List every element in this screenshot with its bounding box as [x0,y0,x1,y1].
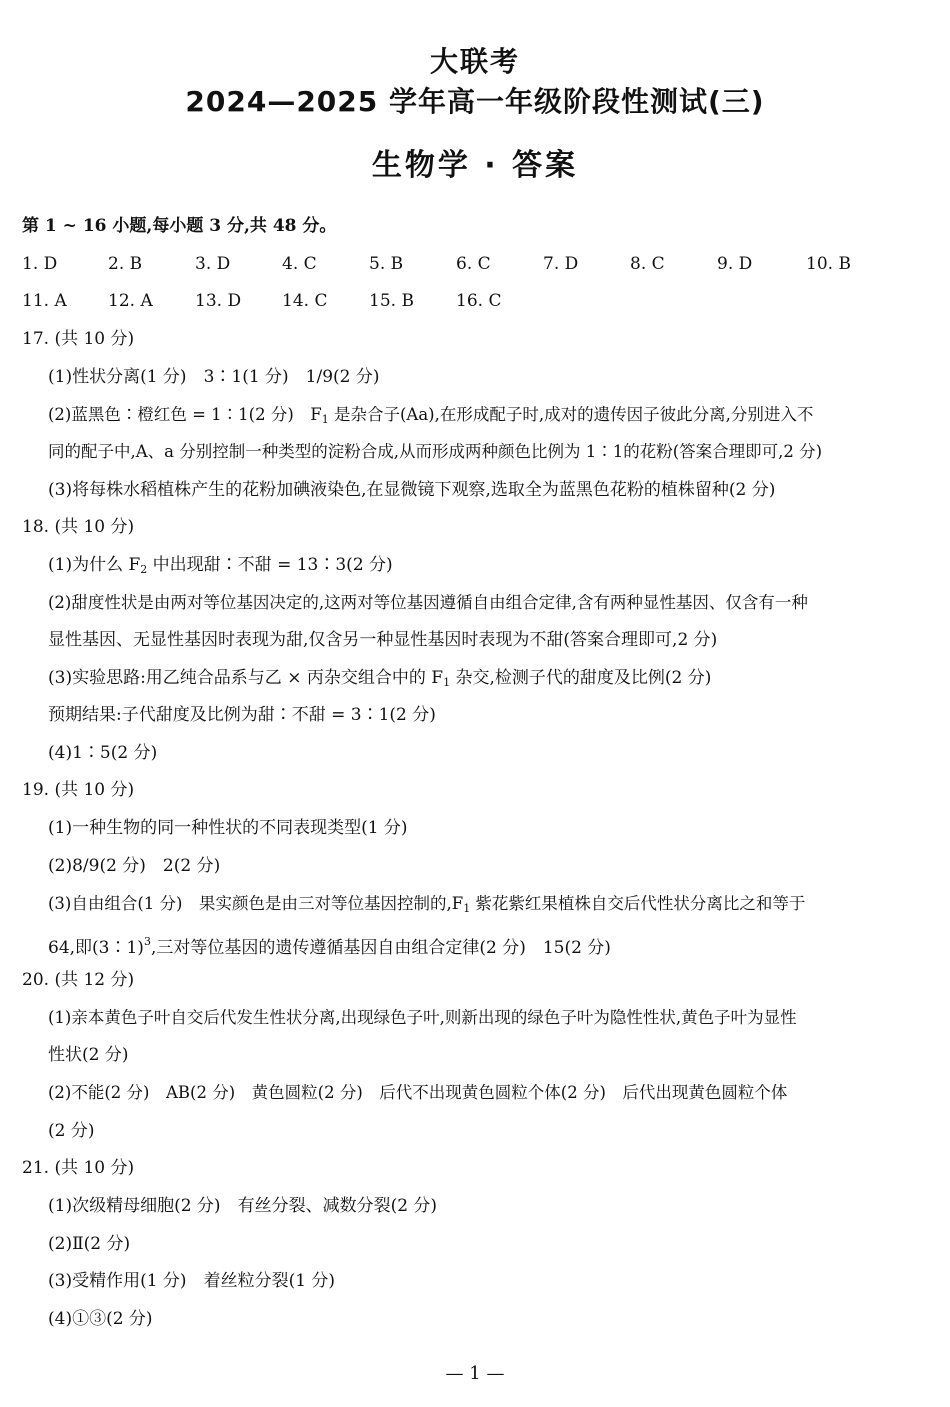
q19-part1: (1)一种生物的同一种性状的不同表现类型(1 分) [48,818,408,838]
q21-heading: 21. (共 10 分) [22,1158,135,1178]
mc-answer: 5. B [369,254,404,274]
header-org: 大联考 [429,45,520,78]
q19-heading: 19. (共 10 分) [22,780,135,800]
q18-part2: (2)甜度性状是由两对等位基因决定的,这两对等位基因遵循自由组合定律,含有两种显性基因、仅含有一种 [48,593,808,612]
q18-part4: (4)1∶5(2 分) [48,743,158,763]
q19-part2: (2)8/9(2 分) 2(2 分) [48,856,221,876]
q20-part1-cont: 性状(2 分) [48,1045,129,1065]
header-exam-title: 2024—2025 学年高一年级阶段性测试(三) [185,85,765,118]
mc-answer: 2. B [108,254,143,274]
q19-part3-cont: 64,即(3∶1)$^3$,三对等位基因的遗传遵循基因自由组合定律(2 分) 15(2 分) [48,935,611,958]
mc-answer: 10. B [806,254,851,274]
q21-part4: (4)①③(2 分) [48,1309,153,1329]
q17-part2-cont: 同的配子中,A、a 分别控制一种类型的淀粉合成,从而形成两种颜色比例为 1∶1的花粉(答案合理即可,2 分) [48,442,823,461]
q18-part3: (3)实验思路:用乙纯合品系与乙 × 丙杂交组合中的 $F_1$ 杂交,检测子代的甜度及比例(2 分) [48,668,712,689]
q17-part3: (3)将每株水稻植株产生的花粉加碘液染色,在显微镜下观察,选取全为蓝黑色花粉的植株留种(2 分) [48,480,776,500]
mc-answer: 16. C [456,291,502,311]
mc-answer: 6. C [456,254,491,274]
mc-answer: 13. D [195,291,242,311]
q21-part3: (3)受精作用(1 分) 着丝粒分裂(1 分) [48,1271,336,1291]
q17-part1: (1)性状分离(1 分) 3∶1(1 分) 1/9(2 分) [48,367,380,387]
q20-part2-cont: (2 分) [48,1121,95,1141]
q17-part2: (2)蓝黑色∶橙红色 = 1∶1(2 分) $F_1$ 是杂合子(Aa),在形成配子时,成对的遗传因子彼此分离,分别进入不 [48,405,814,426]
mc-answer: 12. A [108,291,153,311]
q21-part2: (2)Ⅱ(2 分) [48,1234,131,1254]
mc-answer: 9. D [717,254,753,274]
mc-intro: 第 1 ~ 16 小题,每小题 3 分,共 48 分。 [22,216,337,236]
header-subject: 生物学 · 答案 [371,148,579,183]
q17-heading: 17. (共 10 分) [22,329,135,349]
q20-heading: 20. (共 12 分) [22,970,135,990]
mc-answer: 14. C [282,291,328,311]
q18-expected-result: 预期结果:子代甜度及比例为甜∶不甜 = 3∶1(2 分) [48,705,436,725]
q18-part1: (1)为什么 $F_2$ 中出现甜∶不甜 = 13∶3(2 分) [48,555,393,576]
q20-part2: (2)不能(2 分) AB(2 分) 黄色圆粒(2 分) 后代不出现黄色圆粒个体(2 分) 后代出现黄色圆粒个体 [48,1083,788,1102]
q21-part1: (1)次级精母细胞(2 分) 有丝分裂、减数分裂(2 分) [48,1196,438,1216]
q20-part1: (1)亲本黄色子叶自交后代发生性状分离,出现绿色子叶,则新出现的绿色子叶为隐性性状,黄色子叶为显性 [48,1008,797,1027]
q18-part2-cont: 显性基因、无显性基因时表现为甜,仅含另一种显性基因时表现为不甜(答案合理即可,2 分) [48,630,718,650]
q19-part3: (3)自由组合(1 分) 果实颜色是由三对等位基因控制的$,F_1$ 紫花紫红果植株自交后代性状分离比之和等于 [48,894,806,915]
mc-answer: 1. D [22,254,58,274]
page-number: — 1 — [445,1363,505,1384]
mc-answer: 8. C [630,254,665,274]
mc-answer: 4. C [282,254,317,274]
mc-answer: 11. A [22,291,67,311]
q18-heading: 18. (共 10 分) [22,517,135,537]
mc-answer: 3. D [195,254,231,274]
mc-answer: 15. B [369,291,414,311]
mc-answer: 7. D [543,254,579,274]
